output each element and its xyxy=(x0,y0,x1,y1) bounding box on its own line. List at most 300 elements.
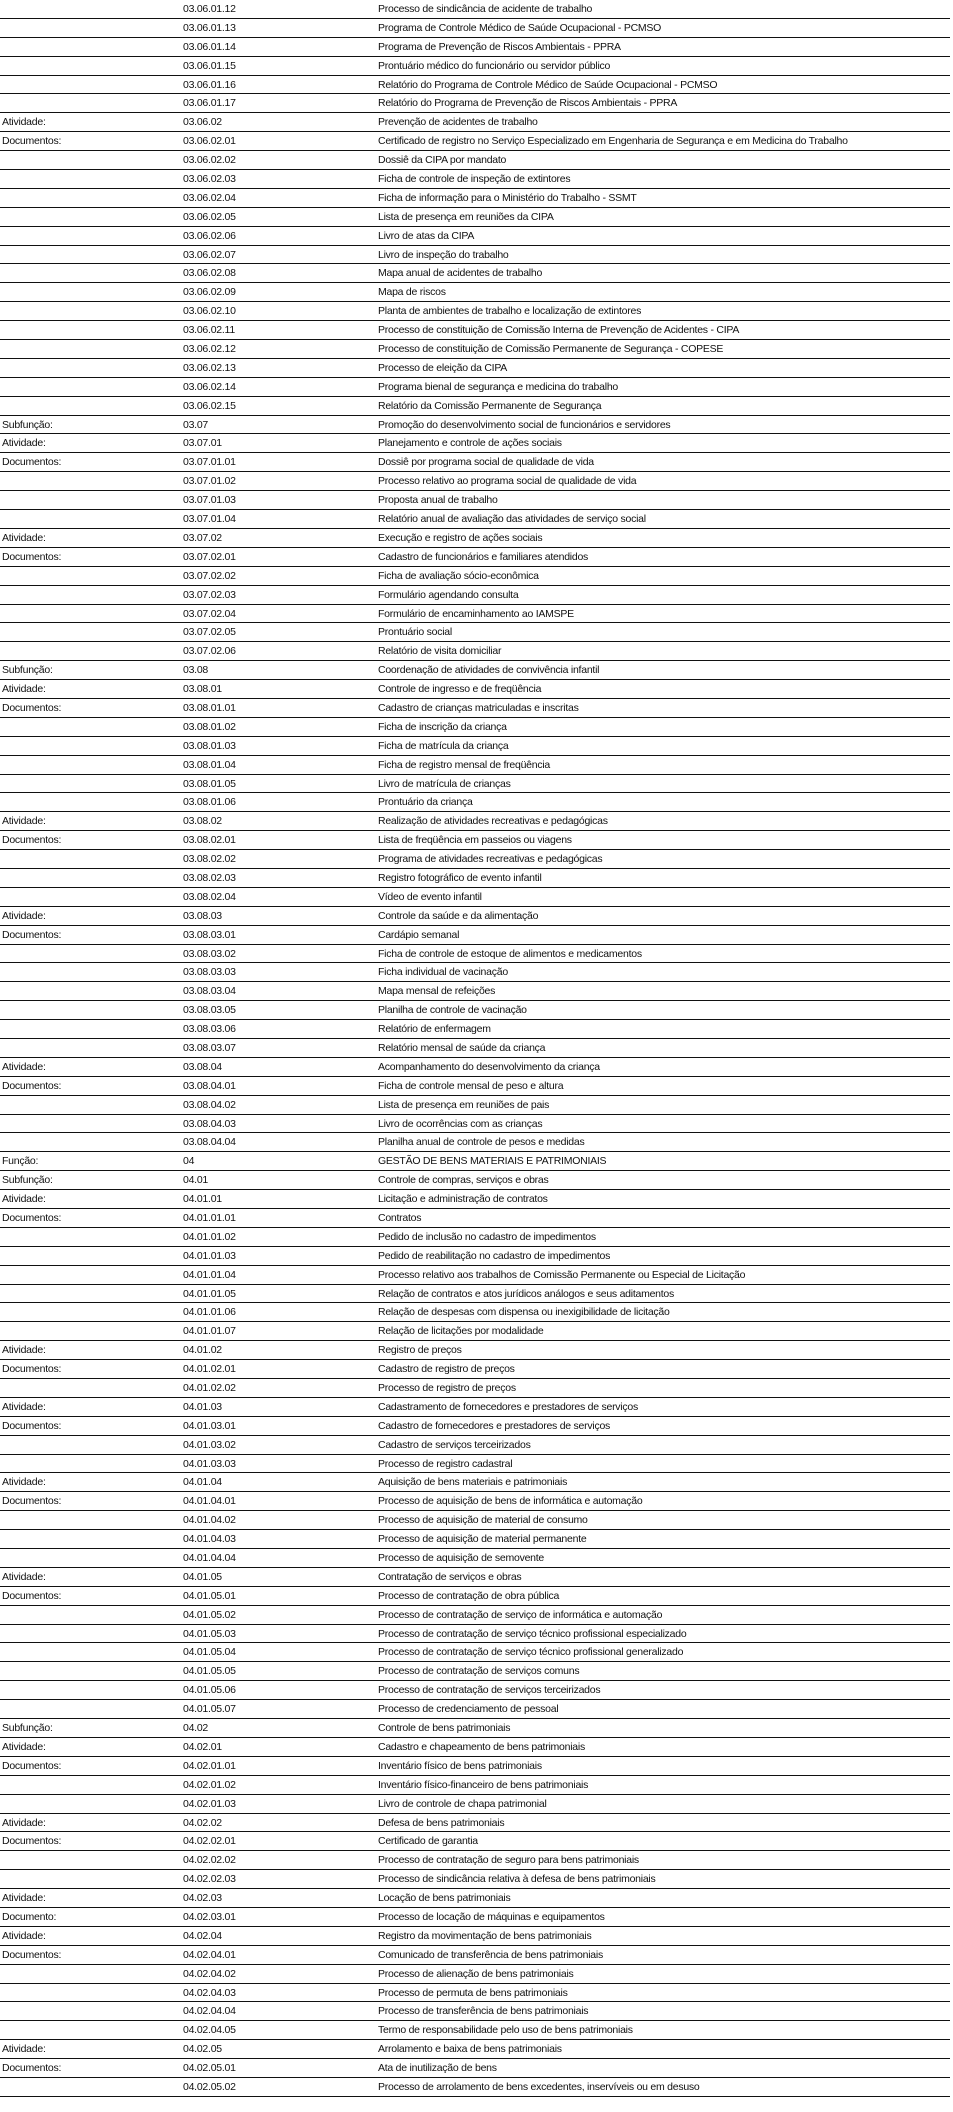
document-description: Inventário físico de bens patrimoniais xyxy=(378,1759,542,1772)
classification-code: 03.08.04.04 xyxy=(183,1136,236,1149)
classification-code: 03.07.02 xyxy=(183,531,222,544)
table-row xyxy=(0,151,950,170)
classification-code: 03.08.01.03 xyxy=(183,739,236,752)
document-description: Vídeo de evento infantil xyxy=(378,890,482,903)
classification-code: 03.07.01.02 xyxy=(183,475,236,488)
classification-code: 03.06.01.12 xyxy=(183,3,236,15)
document-description: Proposta anual de trabalho xyxy=(378,494,498,507)
table-row xyxy=(0,699,950,718)
classification-code: 03.06.02.07 xyxy=(183,248,236,261)
table-row xyxy=(0,1266,950,1285)
classification-code: 03.06.01.16 xyxy=(183,78,236,91)
document-description: Programa de Controle Médico de Saúde Ocupacional - PCMSO xyxy=(378,21,662,34)
classification-code: 04.02.04.04 xyxy=(183,2005,236,2018)
table-row xyxy=(0,907,950,926)
table-row xyxy=(0,1379,950,1398)
table-row xyxy=(0,1643,950,1662)
table-row xyxy=(0,1946,950,1965)
row-type-label: Atividade: xyxy=(2,1344,46,1357)
row-type-label: Subfunção: xyxy=(2,1722,53,1735)
document-description: Prontuário social xyxy=(378,626,452,639)
document-description: Cadastro e chapeamento de bens patrimoniais xyxy=(378,1740,585,1753)
classification-code: 04.01.05.02 xyxy=(183,1608,236,1621)
document-description: Processo de registro cadastral xyxy=(378,1457,513,1470)
classification-code: 03.07.02.03 xyxy=(183,588,236,601)
row-type-label: Atividade: xyxy=(2,815,46,828)
classification-code: 04.02.04 xyxy=(183,1929,222,1942)
classification-code: 04.01.05.05 xyxy=(183,1665,236,1678)
classification-code: 03.08.02.02 xyxy=(183,853,236,866)
table-row xyxy=(0,1190,950,1209)
row-type-label: Documentos: xyxy=(2,2062,62,2075)
classification-code: 04.01.04.02 xyxy=(183,1514,236,1527)
table-row xyxy=(0,945,950,964)
row-type-label: Documentos: xyxy=(2,1079,62,1092)
classification-code: 04.01.01.06 xyxy=(183,1306,236,1319)
table-row xyxy=(0,1228,950,1247)
classification-code: 03.06.02.04 xyxy=(183,191,236,204)
table-row xyxy=(0,19,950,38)
classification-code: 03.06.02.06 xyxy=(183,229,236,242)
row-type-label: Atividade: xyxy=(2,1570,46,1583)
classification-code: 03.07.02.06 xyxy=(183,645,236,658)
row-type-label: Atividade: xyxy=(2,437,46,450)
document-description: Ficha de controle de estoque de alimentos e medicamentos xyxy=(378,947,642,960)
classification-code: 03.06.02.09 xyxy=(183,286,236,299)
classification-code: 04.02.05.01 xyxy=(183,2062,236,2075)
table-row xyxy=(0,1039,950,1058)
classification-code: 03.07 xyxy=(183,418,209,431)
table-row xyxy=(0,1455,950,1474)
classification-code: 03.08 xyxy=(183,664,209,677)
table-row xyxy=(0,1776,950,1795)
table-row xyxy=(0,548,950,567)
table-row xyxy=(0,1398,950,1417)
table-row xyxy=(0,586,950,605)
table-row xyxy=(0,227,950,246)
document-description: Promoção do desenvolvimento social de funcionários e servidores xyxy=(378,418,671,431)
document-description: Processo de eleição da CIPA xyxy=(378,361,508,374)
classification-code: 03.08.04 xyxy=(183,1060,222,1073)
document-description: Relatório do Programa de Prevenção de Riscos Ambientais - PPRA xyxy=(378,97,678,110)
table-row xyxy=(0,567,950,586)
classification-code: 03.08.03.05 xyxy=(183,1004,236,1017)
table-row xyxy=(0,94,950,113)
table-row xyxy=(0,340,950,359)
document-description: Relatório anual de avaliação das atividades de serviço social xyxy=(378,513,646,526)
classification-code: 04.01.04.03 xyxy=(183,1533,236,1546)
document-description: Processo de aquisição de material de consumo xyxy=(378,1514,588,1527)
table-row xyxy=(0,1832,950,1851)
document-description: Processo de contratação de obra pública xyxy=(378,1589,560,1602)
table-row xyxy=(0,397,950,416)
document-description: Lista de presença em reuniões de pais xyxy=(378,1098,550,1111)
document-description: Controle da saúde e da alimentação xyxy=(378,909,539,922)
table-row xyxy=(0,2021,950,2040)
table-row xyxy=(0,453,950,472)
table-row xyxy=(0,718,950,737)
document-description: Coordenação de atividades de convivência infantil xyxy=(378,664,600,677)
document-description: Processo de registro de preços xyxy=(378,1382,516,1395)
table-row xyxy=(0,1077,950,1096)
document-description: Realização de atividades recreativas e pedagógicas xyxy=(378,815,608,828)
document-description: Relatório de enfermagem xyxy=(378,1023,491,1036)
table-row xyxy=(0,1870,950,1889)
document-description: Processo de transferência de bens patrimoniais xyxy=(378,2005,589,2018)
table-row xyxy=(0,1530,950,1549)
table-row xyxy=(0,1020,950,1039)
document-description: Ficha de informação para o Ministério do Trabalho - SSMT xyxy=(378,191,637,204)
classification-code: 04.01.03.01 xyxy=(183,1419,236,1432)
table-row xyxy=(0,1625,950,1644)
classification-code: 03.06.02.14 xyxy=(183,380,236,393)
classification-code: 04.01.03.02 xyxy=(183,1438,236,1451)
classification-code: 03.08.03.04 xyxy=(183,985,236,998)
table-row xyxy=(0,1587,950,1606)
table-row xyxy=(0,661,950,680)
table-row xyxy=(0,2002,950,2021)
classification-code: 03.07.01.01 xyxy=(183,456,236,469)
document-description: Relatório do Programa de Controle Médico de Saúde Ocupacional - PCMSO xyxy=(378,78,718,91)
table-row xyxy=(0,1511,950,1530)
table-row xyxy=(0,1473,950,1492)
document-description: Relação de licitações por modalidade xyxy=(378,1325,544,1338)
classification-code: 04.02.02.02 xyxy=(183,1854,236,1867)
table-row xyxy=(0,1436,950,1455)
document-description: Cadastro de fornecedores e prestadores de serviços xyxy=(378,1419,611,1432)
classification-code: 03.06.02.15 xyxy=(183,399,236,412)
table-row xyxy=(0,1133,950,1152)
table-row xyxy=(0,2078,950,2097)
document-description: Cadastro de serviços terceirizados xyxy=(378,1438,531,1451)
classification-code: 03.06.02.03 xyxy=(183,173,236,186)
document-description: Contratos xyxy=(378,1212,422,1224)
document-description: Relatório mensal de saúde da criança xyxy=(378,1041,546,1054)
table-row xyxy=(0,1096,950,1115)
table-row xyxy=(0,416,950,435)
table-row xyxy=(0,1889,950,1908)
document-description: Contratação de serviços e obras xyxy=(378,1570,522,1583)
row-type-label: Documento: xyxy=(2,1910,57,1923)
row-type-label: Documentos: xyxy=(2,1363,62,1376)
document-description: Cadastro de funcionários e familiares atendidos xyxy=(378,550,589,563)
document-description: Livro de ocorrências com as crianças xyxy=(378,1117,543,1130)
document-description: Pedido de reabilitação no cadastro de impedimentos xyxy=(378,1249,611,1262)
document-description: Processo relativo ao programa social de qualidade de vida xyxy=(378,475,637,488)
document-description: Registro de preços xyxy=(378,1344,462,1357)
row-type-label: Atividade: xyxy=(2,1892,46,1905)
classification-code: 03.07.02.02 xyxy=(183,569,236,582)
table-row xyxy=(0,1322,950,1341)
table-row xyxy=(0,434,950,453)
document-description: Certificado de registro no Serviço Especializado em Engenharia de Segurança e em Medicina do Trabalho xyxy=(378,135,848,148)
classification-code: 04.02.04.03 xyxy=(183,1986,236,1999)
classification-code: 03.08.03.03 xyxy=(183,966,236,979)
document-description: Processo de sindicância relativa à defesa de bens patrimoniais xyxy=(378,1873,656,1886)
document-description: Formulário agendando consulta xyxy=(378,588,519,601)
row-type-label: Documentos: xyxy=(2,550,62,563)
document-description: Ata de inutilização de bens xyxy=(378,2062,497,2075)
table-row xyxy=(0,0,950,19)
row-type-label: Atividade: xyxy=(2,1816,46,1829)
classification-code: 03.07.02.04 xyxy=(183,607,236,620)
document-description: Mapa mensal de refeições xyxy=(378,985,496,998)
classification-code: 03.08.02.04 xyxy=(183,890,236,903)
table-row xyxy=(0,1606,950,1625)
classification-code: 03.08.02.03 xyxy=(183,871,236,884)
classification-code: 04.02.01.02 xyxy=(183,1778,236,1791)
classification-code: 03.08.01 xyxy=(183,683,222,696)
classification-code: 04.02.04.01 xyxy=(183,1948,236,1961)
table-row xyxy=(0,1171,950,1190)
document-description: Livro de matrícula de crianças xyxy=(378,777,511,790)
row-type-label: Função: xyxy=(2,1155,39,1168)
table-row xyxy=(0,38,950,57)
document-description: Processo de contratação de seguro para bens patrimoniais xyxy=(378,1854,639,1867)
row-type-label: Documentos: xyxy=(2,456,62,469)
document-description: Processo de credenciamento de pessoal xyxy=(378,1703,559,1716)
document-description: Programa bienal de segurança e medicina do trabalho xyxy=(378,380,618,393)
document-description: Livro de atas da CIPA xyxy=(378,229,475,242)
document-description: Prontuário médico do funcionário ou servidor público xyxy=(378,59,611,72)
document-description: Controle de ingresso e de freqüência xyxy=(378,683,542,696)
table-row xyxy=(0,170,950,189)
table-row xyxy=(0,888,950,907)
document-description: Prevenção de acidentes de trabalho xyxy=(378,116,538,129)
table-row xyxy=(0,1757,950,1776)
document-description: Processo de arrolamento de bens excedentes, inservíveis ou em desuso xyxy=(378,2080,700,2093)
document-description: Controle de compras, serviços e obras xyxy=(378,1174,549,1187)
document-description: Ficha individual de vacinação xyxy=(378,966,508,979)
classification-code: 03.08.03.06 xyxy=(183,1023,236,1036)
classification-code: 04.02.04.05 xyxy=(183,2024,236,2037)
document-description: Cardápio semanal xyxy=(378,928,460,941)
table-row xyxy=(0,642,950,661)
classification-code: 03.06.01.15 xyxy=(183,59,236,72)
classification-code: 03.08.04.01 xyxy=(183,1079,236,1092)
document-description: Pedido de inclusão no cadastro de impedimentos xyxy=(378,1230,596,1243)
document-description: Cadastro de registro de preços xyxy=(378,1363,515,1376)
table-row xyxy=(0,246,950,265)
classification-code: 04 xyxy=(183,1155,195,1168)
document-description: Relatório da Comissão Permanente de Segurança xyxy=(378,399,602,412)
classification-code: 04.01.02 xyxy=(183,1344,222,1357)
table-row xyxy=(0,529,950,548)
row-type-label: Documentos: xyxy=(2,135,62,148)
classification-code: 03.08.02 xyxy=(183,815,222,828)
classification-code: 04.01.05 xyxy=(183,1570,222,1583)
document-description: Termo de responsabilidade pelo uso de bens patrimoniais xyxy=(378,2024,633,2037)
classification-code: 03.06.02.05 xyxy=(183,210,236,223)
table-row xyxy=(0,1115,950,1134)
row-type-label: Atividade: xyxy=(2,1193,46,1206)
classification-code: 04.01.03 xyxy=(183,1400,222,1413)
document-description: Certificado de garantia xyxy=(378,1835,478,1848)
classification-code: 04.01.01.01 xyxy=(183,1212,236,1224)
table-row xyxy=(0,2059,950,2078)
document-description: Processo de contratação de serviço de informática e automação xyxy=(378,1608,663,1621)
table-row xyxy=(0,378,950,397)
document-description: Comunicado de transferência de bens patrimoniais xyxy=(378,1948,603,1961)
table-row xyxy=(0,775,950,794)
classification-code: 04.01.05.07 xyxy=(183,1703,236,1716)
classification-code: 03.08.01.06 xyxy=(183,796,236,809)
table-row xyxy=(0,1719,950,1738)
document-description: Execução e registro de ações sociais xyxy=(378,531,543,544)
row-type-label: Documentos: xyxy=(2,1948,62,1961)
row-type-label: Subfunção: xyxy=(2,664,53,677)
document-description: Locação de bens patrimoniais xyxy=(378,1892,511,1905)
row-type-label: Documentos: xyxy=(2,1759,62,1772)
classification-code: 04.01.03.03 xyxy=(183,1457,236,1470)
table-row xyxy=(0,1908,950,1927)
table-row xyxy=(0,812,950,831)
table-row xyxy=(0,1984,950,2003)
classification-code: 04.02 xyxy=(183,1722,209,1735)
table-row xyxy=(0,1152,950,1171)
document-description: Registro fotográfico de evento infantil xyxy=(378,871,542,884)
document-description: Processo de contratação de serviço técnico profissional especializado xyxy=(378,1627,687,1640)
classification-code: 03.08.01.02 xyxy=(183,720,236,733)
table-row xyxy=(0,1700,950,1719)
row-type-label: Documentos: xyxy=(2,1419,62,1432)
document-description: Processo de contratação de serviços terceirizados xyxy=(378,1684,601,1697)
document-description: Processo de contratação de serviço técnico profissional generalizado xyxy=(378,1646,684,1659)
classification-code: 03.07.01 xyxy=(183,437,222,450)
classification-code: 04.02.02.01 xyxy=(183,1835,236,1848)
table-row xyxy=(0,756,950,775)
table-row xyxy=(0,264,950,283)
table-row xyxy=(0,1814,950,1833)
classification-code: 04.01.04.01 xyxy=(183,1495,236,1508)
classification-code: 03.08.03 xyxy=(183,909,222,922)
table-row xyxy=(0,1965,950,1984)
classification-code: 03.08.03.07 xyxy=(183,1041,236,1054)
table-row xyxy=(0,76,950,95)
document-description: Programa de Prevenção de Riscos Ambientais - PPRA xyxy=(378,40,621,53)
table-row xyxy=(0,472,950,491)
classification-code: 03.08.01.01 xyxy=(183,701,236,714)
table-row xyxy=(0,2040,950,2059)
table-row xyxy=(0,189,950,208)
table-row xyxy=(0,132,950,151)
document-description: Processo de aquisição de material permanente xyxy=(378,1533,587,1546)
classification-code: 04.01.02.01 xyxy=(183,1363,236,1376)
row-type-label: Atividade: xyxy=(2,1929,46,1942)
document-description: Dossiê da CIPA por mandato xyxy=(378,154,507,167)
document-description: Relação de contratos e atos jurídicos análogos e seus aditamentos xyxy=(378,1287,675,1300)
classification-code: 04.01.05.01 xyxy=(183,1589,236,1602)
table-row xyxy=(0,737,950,756)
classification-code: 03.06.02.13 xyxy=(183,361,236,374)
table-row xyxy=(0,1209,950,1228)
document-description: Planilha anual de controle de pesos e medidas xyxy=(378,1136,585,1149)
table-row xyxy=(0,623,950,642)
classification-code: 04.01.04 xyxy=(183,1476,222,1489)
classification-code: 03.06.01.14 xyxy=(183,40,236,53)
document-description: Processo de aquisição de semovente xyxy=(378,1552,545,1565)
document-description: Lista de freqüência em passeios ou viagens xyxy=(378,834,572,847)
classification-code: 04.01.02.02 xyxy=(183,1382,236,1395)
table-row xyxy=(0,1247,950,1266)
classification-code: 04.01.01 xyxy=(183,1193,222,1206)
classification-code: 04.01.01.02 xyxy=(183,1230,236,1243)
table-row xyxy=(0,57,950,76)
document-description: Ficha de registro mensal de freqüência xyxy=(378,758,551,771)
row-type-label: Atividade: xyxy=(2,683,46,696)
document-description: Prontuário da criança xyxy=(378,796,473,809)
document-description: Ficha de avaliação sócio-econômica xyxy=(378,569,539,582)
row-type-label: Atividade: xyxy=(2,1740,46,1753)
classification-code: 04.01.01.07 xyxy=(183,1325,236,1338)
document-description: Acompanhamento do desenvolvimento da criança xyxy=(378,1060,600,1073)
classification-code: 04.02.05.02 xyxy=(183,2080,236,2093)
document-description: Planejamento e controle de ações sociais xyxy=(378,437,562,450)
table-row xyxy=(0,1851,950,1870)
document-description: Lista de presença em reuniões da CIPA xyxy=(378,210,554,223)
table-row xyxy=(0,208,950,227)
row-type-label: Documentos: xyxy=(2,834,62,847)
table-row xyxy=(0,605,950,624)
row-type-label: Atividade: xyxy=(2,1476,46,1489)
table-row xyxy=(0,283,950,302)
classification-code: 03.08.04.03 xyxy=(183,1117,236,1130)
table-row xyxy=(0,831,950,850)
classification-code: 04.01.01.05 xyxy=(183,1287,236,1300)
classification-code: 04.02.01 xyxy=(183,1740,222,1753)
document-description: Ficha de controle de inspeção de extintores xyxy=(378,173,571,186)
classification-code: 04.02.03 xyxy=(183,1892,222,1905)
table-row xyxy=(0,1001,950,1020)
table-row xyxy=(0,1662,950,1681)
document-description: Livro de inspeção do trabalho xyxy=(378,248,509,261)
classification-code: 03.07.01.04 xyxy=(183,513,236,526)
row-type-label: Atividade: xyxy=(2,1060,46,1073)
table-row xyxy=(0,963,950,982)
table-row xyxy=(0,302,950,321)
classification-code: 04.01.05.04 xyxy=(183,1646,236,1659)
table-row xyxy=(0,680,950,699)
table-row xyxy=(0,321,950,340)
document-description: Processo de locação de máquinas e equipamentos xyxy=(378,1910,605,1923)
table-row xyxy=(0,1927,950,1946)
classification-code: 03.06.01.17 xyxy=(183,97,236,110)
classification-code: 03.08.03.01 xyxy=(183,928,236,941)
table-row xyxy=(0,1681,950,1700)
table-row xyxy=(0,1360,950,1379)
document-description: Controle de bens patrimoniais xyxy=(378,1722,511,1735)
document-description: Ficha de inscrição da criança xyxy=(378,720,507,733)
table-row xyxy=(0,793,950,812)
document-description: Inventário físico-financeiro de bens patrimoniais xyxy=(378,1778,589,1791)
document-description: Cadastro de crianças matriculadas e inscritas xyxy=(378,701,579,714)
document-description: Mapa anual de acidentes de trabalho xyxy=(378,267,543,280)
document-description: Defesa de bens patrimoniais xyxy=(378,1816,505,1829)
row-type-label: Documentos: xyxy=(2,701,62,714)
classification-code: 04.01.01.04 xyxy=(183,1268,236,1281)
table-row xyxy=(0,1417,950,1436)
table-row xyxy=(0,510,950,529)
document-description: Ficha de matrícula da criança xyxy=(378,739,509,752)
classification-code: 03.06.02.08 xyxy=(183,267,236,280)
classification-code: 04.02.04.02 xyxy=(183,1967,236,1980)
classification-code: 04.01.01.03 xyxy=(183,1249,236,1262)
document-description: Planilha de controle de vacinação xyxy=(378,1004,527,1017)
classification-code: 03.07.02.05 xyxy=(183,626,236,639)
row-type-label: Atividade: xyxy=(2,1400,46,1413)
row-type-label: Atividade: xyxy=(2,116,46,129)
row-type-label: Atividade: xyxy=(2,2043,46,2056)
